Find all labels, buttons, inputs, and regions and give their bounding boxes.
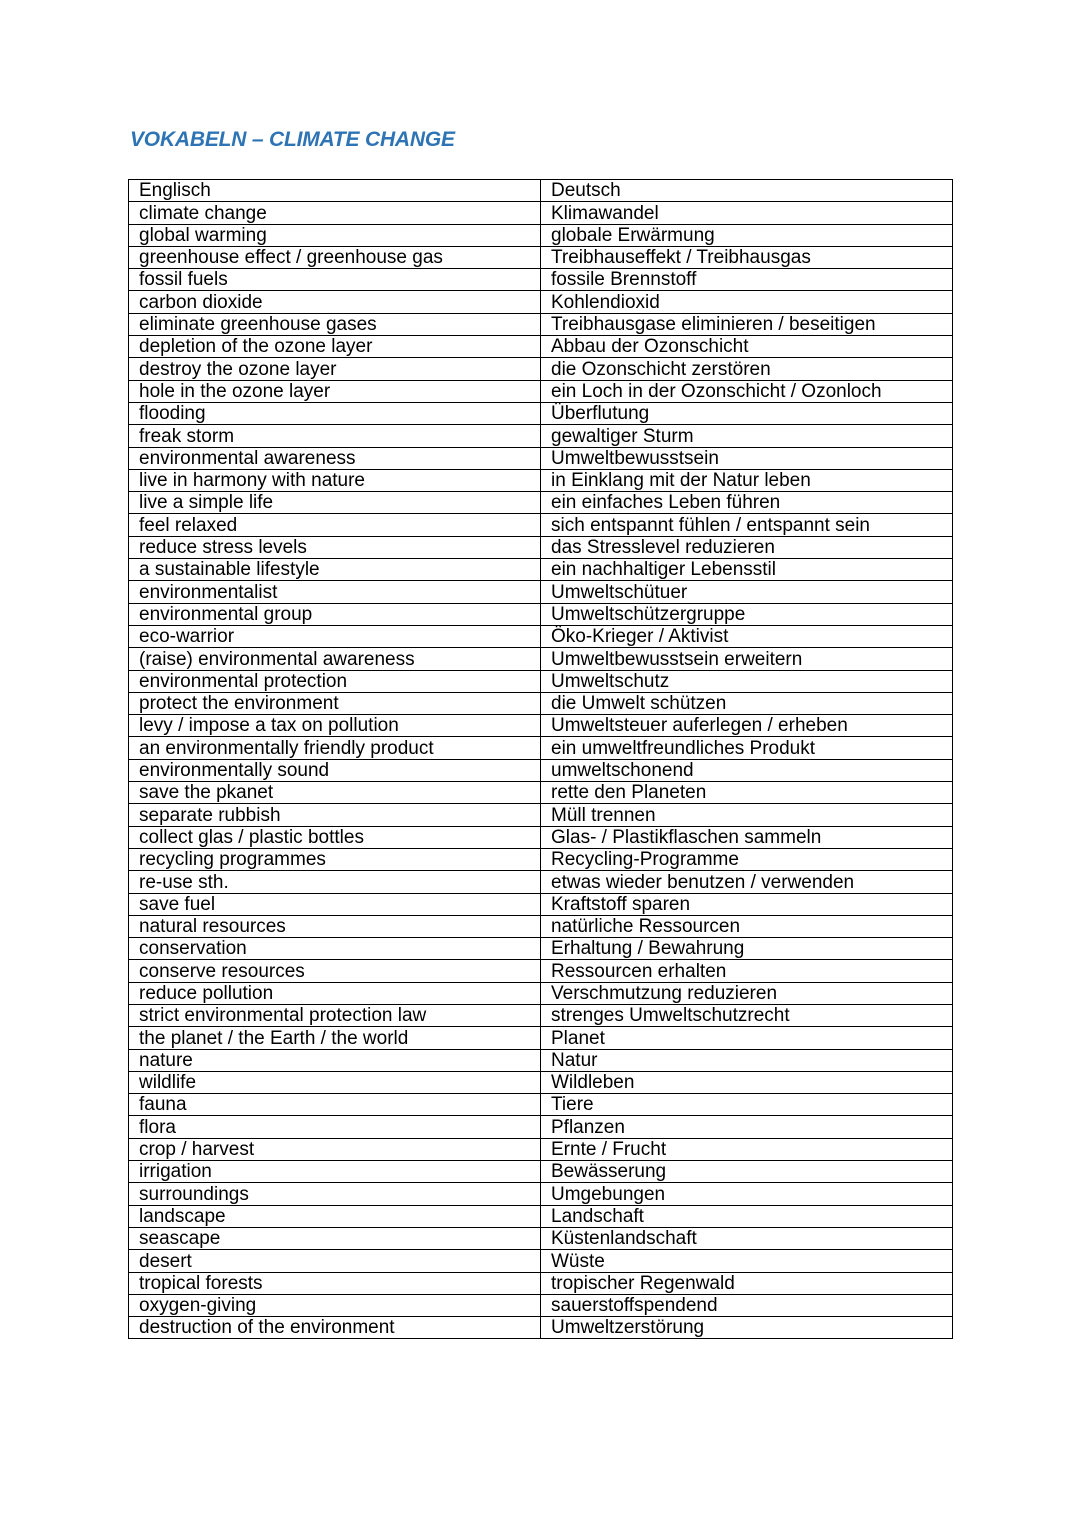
table-row: [129, 1183, 953, 1205]
english-term: environmental protection: [129, 670, 541, 692]
table-row: [129, 804, 953, 826]
table-row: [129, 603, 953, 625]
german-term: Umweltbewusstsein: [541, 447, 953, 469]
german-term: Treibhausgase eliminieren / beseitigen: [541, 313, 953, 335]
german-term: Ernte / Frucht: [541, 1138, 953, 1160]
english-term: reduce stress levels: [129, 536, 541, 558]
german-term: ein Loch in der Ozonschicht / Ozonloch: [541, 380, 953, 402]
german-term: Glas- / Plastikflaschen sammeln: [541, 826, 953, 848]
table-row: [129, 559, 953, 581]
english-term: save fuel: [129, 893, 541, 915]
table-row: [129, 1161, 953, 1183]
english-term: surroundings: [129, 1183, 541, 1205]
german-term: Wildleben: [541, 1071, 953, 1093]
german-term: etwas wieder benutzen / verwenden: [541, 871, 953, 893]
english-term: conserve resources: [129, 960, 541, 982]
german-term: rette den Planeten: [541, 782, 953, 804]
table-row: [129, 1250, 953, 1272]
german-term: Umweltsteuer auferlegen / erheben: [541, 715, 953, 737]
table-row: [129, 848, 953, 870]
english-term: greenhouse effect / greenhouse gas: [129, 246, 541, 268]
table-row: [129, 648, 953, 670]
table-row: [129, 514, 953, 536]
german-term: gewaltiger Sturm: [541, 425, 953, 447]
english-term: wildlife: [129, 1071, 541, 1093]
table-row: [129, 1049, 953, 1071]
table-row: [129, 893, 953, 915]
table-row: [129, 336, 953, 358]
german-term: ein umweltfreundliches Produkt: [541, 737, 953, 759]
table-row: [129, 380, 953, 402]
table-row: [129, 670, 953, 692]
table-row: [129, 202, 953, 224]
english-term: tropical forests: [129, 1272, 541, 1294]
german-term: Müll trennen: [541, 804, 953, 826]
english-term: environmentalist: [129, 581, 541, 603]
german-term: Ressourcen erhalten: [541, 960, 953, 982]
english-term: environmentally sound: [129, 759, 541, 781]
english-term: desert: [129, 1250, 541, 1272]
german-term: sauerstoffspendend: [541, 1294, 953, 1316]
table-row: [129, 1317, 953, 1339]
table-row: [129, 1094, 953, 1116]
german-term: ein einfaches Leben führen: [541, 492, 953, 514]
table-row: [129, 581, 953, 603]
table-row: [129, 1004, 953, 1026]
german-term: Umweltzerstörung: [541, 1317, 953, 1339]
english-term: save the pkanet: [129, 782, 541, 804]
english-term: conservation: [129, 938, 541, 960]
table-row: [129, 1294, 953, 1316]
german-term: Tiere: [541, 1094, 953, 1116]
english-term: environmental awareness: [129, 447, 541, 469]
table-row: [129, 358, 953, 380]
english-term: flooding: [129, 402, 541, 424]
german-term: die Umwelt schützen: [541, 692, 953, 714]
page-title: VOKABELN – CLIMATE CHANGE: [130, 128, 455, 151]
english-term: fauna: [129, 1094, 541, 1116]
english-term: hole in the ozone layer: [129, 380, 541, 402]
english-term: a sustainable lifestyle: [129, 559, 541, 581]
column-header-german: Deutsch: [541, 180, 953, 202]
german-term: Überflutung: [541, 402, 953, 424]
english-term: carbon dioxide: [129, 291, 541, 313]
english-term: crop / harvest: [129, 1138, 541, 1160]
table-row: [129, 1027, 953, 1049]
table-row: [129, 715, 953, 737]
german-term: Landschaft: [541, 1205, 953, 1227]
english-term: re-use sth.: [129, 871, 541, 893]
english-term: climate change: [129, 202, 541, 224]
german-term: Kraftstoff sparen: [541, 893, 953, 915]
vocabulary-table-body: [129, 180, 953, 1339]
english-term: recycling programmes: [129, 848, 541, 870]
german-term: Kohlendioxid: [541, 291, 953, 313]
german-term: Bewässerung: [541, 1161, 953, 1183]
german-term: das Stresslevel reduzieren: [541, 536, 953, 558]
table-row: [129, 269, 953, 291]
english-term: freak storm: [129, 425, 541, 447]
english-term: protect the environment: [129, 692, 541, 714]
table-row: [129, 871, 953, 893]
table-row: [129, 313, 953, 335]
table-row: [129, 826, 953, 848]
english-term: eliminate greenhouse gases: [129, 313, 541, 335]
english-term: live in harmony with nature: [129, 469, 541, 491]
german-term: Natur: [541, 1049, 953, 1071]
german-term: Planet: [541, 1027, 953, 1049]
english-term: collect glas / plastic bottles: [129, 826, 541, 848]
german-term: Klimawandel: [541, 202, 953, 224]
german-term: Küstenlandschaft: [541, 1227, 953, 1249]
german-term: ein nachhaltiger Lebensstil: [541, 559, 953, 581]
german-term: Umgebungen: [541, 1183, 953, 1205]
german-term: umweltschonend: [541, 759, 953, 781]
german-term: tropischer Regenwald: [541, 1272, 953, 1294]
english-term: live a simple life: [129, 492, 541, 514]
table-row: [129, 1227, 953, 1249]
table-row: [129, 1205, 953, 1227]
german-term: globale Erwärmung: [541, 224, 953, 246]
english-term: depletion of the ozone layer: [129, 336, 541, 358]
table-row: [129, 982, 953, 1004]
german-term: Pflanzen: [541, 1116, 953, 1138]
table-row: [129, 692, 953, 714]
table-row: [129, 938, 953, 960]
german-term: in Einklang mit der Natur leben: [541, 469, 953, 491]
german-term: Umweltbewusstsein erweitern: [541, 648, 953, 670]
german-term: strenges Umweltschutzrecht: [541, 1004, 953, 1026]
english-term: nature: [129, 1049, 541, 1071]
table-row: [129, 960, 953, 982]
table-row: [129, 782, 953, 804]
english-term: global warming: [129, 224, 541, 246]
german-term: die Ozonschicht zerstören: [541, 358, 953, 380]
german-term: Umweltschütuer: [541, 581, 953, 603]
table-row: [129, 246, 953, 268]
table-row: [129, 492, 953, 514]
table-row: [129, 1116, 953, 1138]
table-row: [129, 625, 953, 647]
german-term: Verschmutzung reduzieren: [541, 982, 953, 1004]
english-term: destroy the ozone layer: [129, 358, 541, 380]
table-row: [129, 224, 953, 246]
german-term: Öko-Krieger / Aktivist: [541, 625, 953, 647]
english-term: environmental group: [129, 603, 541, 625]
table-row: [129, 402, 953, 424]
german-term: Wüste: [541, 1250, 953, 1272]
german-term: Treibhauseffekt / Treibhausgas: [541, 246, 953, 268]
table-row: [129, 915, 953, 937]
german-term: fossile Brennstoff: [541, 269, 953, 291]
table-row: [129, 1272, 953, 1294]
english-term: levy / impose a tax on pollution: [129, 715, 541, 737]
vocabulary-table: [128, 179, 953, 1339]
table-row: [129, 536, 953, 558]
english-term: flora: [129, 1116, 541, 1138]
table-row: [129, 1071, 953, 1093]
table-row: [129, 759, 953, 781]
table-header-row: [129, 180, 953, 202]
table-row: [129, 425, 953, 447]
table-row: [129, 291, 953, 313]
table-row: [129, 447, 953, 469]
english-term: an environmentally friendly product: [129, 737, 541, 759]
english-term: landscape: [129, 1205, 541, 1227]
german-term: Umweltschutz: [541, 670, 953, 692]
german-term: Umweltschützergruppe: [541, 603, 953, 625]
english-term: fossil fuels: [129, 269, 541, 291]
english-term: strict environmental protection law: [129, 1004, 541, 1026]
german-term: Abbau der Ozonschicht: [541, 336, 953, 358]
english-term: the planet / the Earth / the world: [129, 1027, 541, 1049]
german-term: natürliche Ressourcen: [541, 915, 953, 937]
english-term: eco-warrior: [129, 625, 541, 647]
table-row: [129, 1138, 953, 1160]
column-header-english: Englisch: [129, 180, 541, 202]
english-term: reduce pollution: [129, 982, 541, 1004]
german-term: sich entspannt fühlen / entspannt sein: [541, 514, 953, 536]
english-term: (raise) environmental awareness: [129, 648, 541, 670]
english-term: destruction of the environment: [129, 1317, 541, 1339]
english-term: seascape: [129, 1227, 541, 1249]
english-term: feel relaxed: [129, 514, 541, 536]
german-term: Erhaltung / Bewahrung: [541, 938, 953, 960]
english-term: irrigation: [129, 1161, 541, 1183]
english-term: oxygen-giving: [129, 1294, 541, 1316]
table-row: [129, 469, 953, 491]
english-term: natural resources: [129, 915, 541, 937]
german-term: Recycling-Programme: [541, 848, 953, 870]
table-row: [129, 737, 953, 759]
english-term: separate rubbish: [129, 804, 541, 826]
